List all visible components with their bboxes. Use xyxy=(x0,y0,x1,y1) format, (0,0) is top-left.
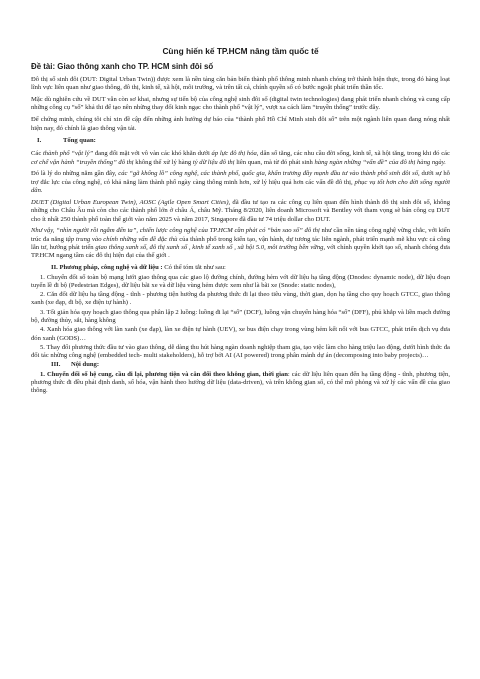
text-run: cơ chế vận hành “truyền thống” đô thị xyxy=(31,158,134,166)
intro-paragraph-1: Đô thị số sinh đôi (DUT: Digital Urban Twin)) được xem là nền tảng căn bản biến thành phố thông minh nhanh chóng trở thành hiện thực, trong đó hàng loạt lĩnh vực liên quan như giao thông, đô thị, kinh tế, xã hội, môi trường, và trên tất cả, chính quyền số có bước ngoặt phát triển thần tốc. xyxy=(31,76,450,92)
text-run: DUET (Digital Urban European Twin), AOSC (Agile Open Smart Cities) xyxy=(31,198,229,206)
section-2-item-5: 5. Thay đổi phương thức đầu tư vào giao thông, dễ dàng thu hút hàng ngàn doanh nghiệp tham gia, tạo việc làm cho hàng triệu lao động, dưới hình thức đa đối tác những công nghệ (embedded tech- multi stakeholders), hỗ trợ bởi AI (AI powered) trong phân mảnh dự án (decomposing into baby projects)… xyxy=(31,343,450,360)
section-1-paragraph-1 xyxy=(31,150,450,167)
section-1-title: Tổng quan: xyxy=(63,136,96,144)
section-3-item-1 xyxy=(31,371,450,396)
section-3-heading xyxy=(31,361,450,369)
text-run: Đó là lý do những năm gần đây, xyxy=(31,170,119,178)
text-run: , dân số tăng, các nhu cầu đời sống, kinh tế, xã hội tăng, trong khi đó các xyxy=(256,150,450,158)
text-run: giao thông xanh số, đô thị xanh số , kinh tế xanh số , xã hội 5.0, môi trường bền vững xyxy=(95,244,324,252)
text-run: áp lực đô thị hóa xyxy=(211,150,257,158)
section-2-heading xyxy=(31,264,450,272)
section-1-number: I. xyxy=(37,136,42,144)
section-2-tail: Có thể tóm tắt như sau: xyxy=(162,264,226,272)
intro-paragraph-3: Để chứng minh, chúng tôi chỉ xin đề cập đến những ảnh hưởng dự báo của “thành phố Hồ Chí Minh sinh đôi số” trên một ngành liên quan đang nóng nhất hiện nay, đó chính là giao thông vận tải. xyxy=(31,116,450,132)
text-run: Như vậy, “nhìn người rồi ngẫm đến ta”, chiến lược công nghệ của TP.HCM cần phải có “bản sao số” đô thị xyxy=(31,227,320,235)
text-run: tỷ dữ liệu đô thị xyxy=(192,158,235,166)
text-run: đang đối mặt với vô vàn các khó khăn dưới xyxy=(93,150,212,158)
text-run: liên quan, mà từ đó phát sinh xyxy=(234,158,315,166)
section-2-item-2: 2. Căn đối dữ liệu hạ tầng động - tĩnh - phương tiện hướng đa phương thức đi lại theo tiêu vùng, thời gian, dọn hạ tầng cho quy hoạch GTCC, giao thông xanh (xe đạp, đi bộ, xe điện tự hành) . xyxy=(31,291,450,307)
item-body: : các dữ liệu liên quan đến hạ tầng động - tĩnh, phương tiện, phương thức đi đều phải định danh, số hóa, vận hành theo hướng dữ liệu (data-driven), và trên không gian số, có thể mô phỏng và xử lý các vấn đề của giao thông. xyxy=(31,370,450,395)
page-heading: Cùng hiến kế TP.HCM nâng tầm quốc tế xyxy=(162,46,319,56)
text-run: hàng ngàn những “vấn đề” của đô thị hàng ngày. xyxy=(314,158,446,166)
section-2-item-1: 1. Chuyển đổi số toàn bộ mạng lưới giao thông qua các giao lộ đường chính, đường hẻm với dữ liệu hạ tầng động (Dnodes: dynamic node), dữ liệu đoạn tuyến lề đi bộ (Pedestrian Edges), dữ liệu bãi xe và dữ liệu vùng hẻm được xem như là bãi xe (Snode: static nodes), xyxy=(31,273,450,289)
section-2-item-4: 4. Xanh hóa giao thông với làn xanh (xe đạp), làn xe điện tự hành (UEV), xe bus điện chạy trong vùng hẻm kết nối với bus GTCC, phát triển dịch vụ đưa đón xanh (GODS)… xyxy=(31,326,450,342)
text-run: tập trung vào chính những vấn đề đặc thù xyxy=(65,235,178,243)
section-1-paragraph-3 xyxy=(31,199,450,224)
section-2-title: Phương pháp, công nghệ và dữ liệu : xyxy=(59,264,163,272)
section-3-title: Nội dung: xyxy=(71,361,100,369)
text-run: như cần nền tảng công nghệ vững chắc, với kiến trúc đa năng xyxy=(31,227,450,243)
section-2-item-3: 3. Tối giản hóa quy hoạch giao thông qua phân lập 2 luồng: luồng đi lại “số” (DCF), luồng vận chuyển hàng hóa “số” (DFF), phủ khắp và liền mạch đường bộ, đường thủy, sắt, hàng không xyxy=(31,308,450,324)
text-run: , với chính quyền khởi tạo số, nhanh chóng đưa TP.HCM ngang tầm các đô thị hiện đại của thế giới . xyxy=(31,244,450,260)
section-1-paragraph-2 xyxy=(31,170,450,195)
text-run: thành phố “vật lý” xyxy=(42,150,94,158)
text-run: các “gã khổng lồ” công nghệ, các thành phố, quốc gia, khẩn trương đầy mạnh đầu tư vào thành phố sinh đôi số xyxy=(118,170,419,178)
section-3-number: III. xyxy=(51,361,61,369)
text-run: của thành phố trong kiến tạo, vận hành, dự tương tác liên ngành, phát triển mạnh mẽ khu vực cả công lẫn tư, hướng phát triển xyxy=(31,235,450,252)
text-run: không thể xử lý hàng xyxy=(133,158,193,166)
text-run: , đã đầu tư tạo ra các công cụ liên quan đến hình thành đô thị sinh đôi số, không những cho Châu Âu mà còn cho các thành phố lớn ở châu Á, châu Mỹ. Tháng 8/2020, liên doanh Microsoft và Bentley với tham vọng sẽ bán công cụ DUT cho ít nhất 250 thành phố toàn thế giới vào năm 2025 và năm 2017, Singapore đã đầu tư 74 triệu dollar cho DUT. xyxy=(31,198,451,223)
section-2-number: II. xyxy=(51,264,58,272)
text-run: Các xyxy=(31,150,43,158)
text-run: phục vụ tốt hơn cho đời sống người dân. xyxy=(31,178,450,195)
topic-title: Đề tài: Giao thông xanh cho TP. HCM sinh đôi số xyxy=(31,62,214,71)
text-run: , dưới sự hỗ trợ đắc lực của công nghệ, có khả năng làm thành phố ngày càng thông minh hơn, xử lý hiệu quả hơn các vấn đề đô thị, xyxy=(31,170,450,186)
section-1-paragraph-4 xyxy=(31,227,450,260)
intro-paragraph-2: Mặc dù nghiên cứu về DUT vẫn còn sơ khai, nhưng sự tiến bộ của công nghệ sinh đôi số (digital twin technologies) đang phát triển nhanh chóng và cung cấp những công cụ “số” khả thi để tạo nên những thay đổi kinh ngạc cho thành phố “vật lý”, vượt xa cách làm “truyền thống” trước đây. xyxy=(31,96,450,112)
item-heading: Chuyển đổi số hệ cung, cầu đi lại, phương tiện và cân đối theo không gian, thời gian xyxy=(46,370,288,378)
section-1-heading xyxy=(31,137,450,145)
item-number: 1. xyxy=(40,370,45,378)
